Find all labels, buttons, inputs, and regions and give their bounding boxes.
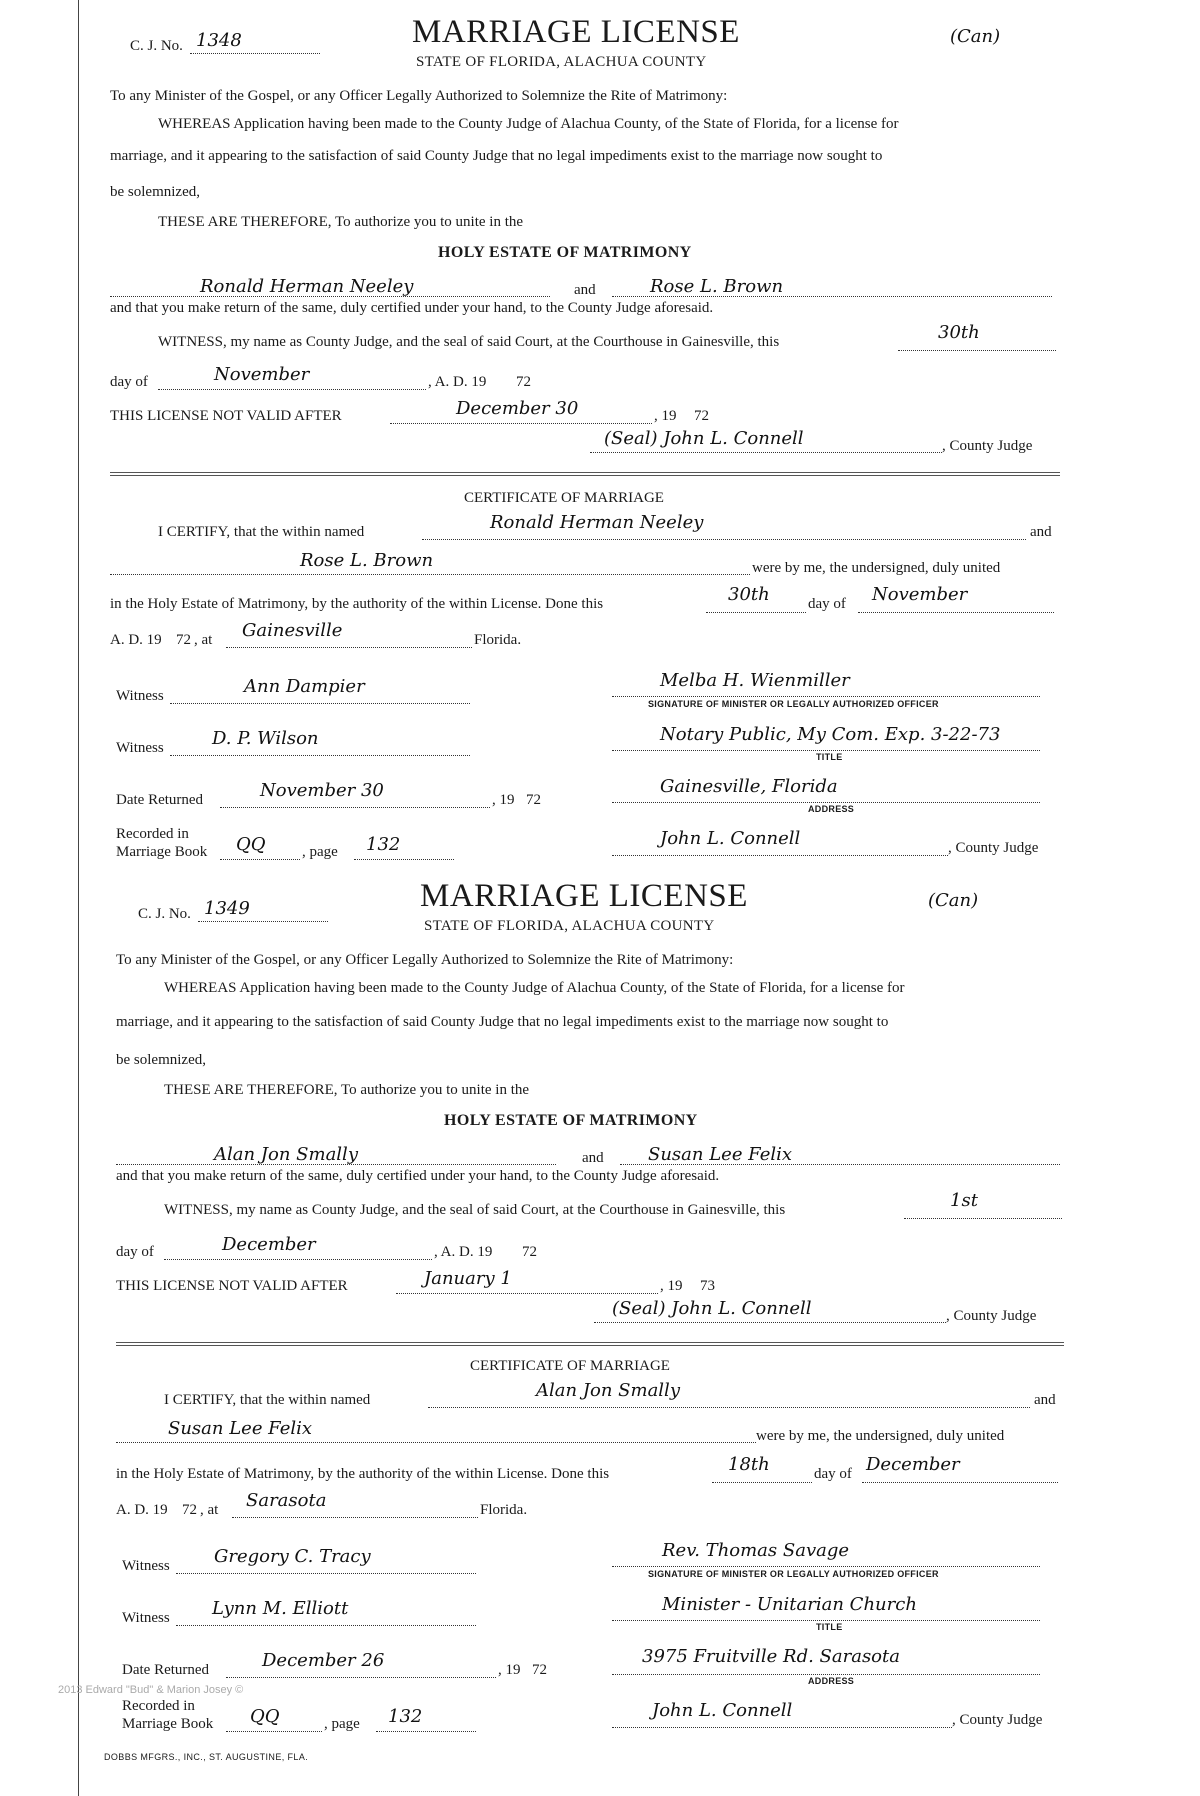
cj-label: C. J. No. [130,38,183,54]
returned-year-label: , 19 [492,792,515,808]
cert-certify: I CERTIFY, that the within named [164,1392,371,1408]
marriage-book: QQ [236,834,266,855]
cert-day-of: day of [814,1466,852,1482]
officer-signature: Melba H. Wienmiller [660,670,850,691]
officer-label: SIGNATURE OF MINISTER OR LEGALLY AUTHORIZED OFFICER [648,1569,939,1579]
witness-1-signature: Gregory C. Tracy [214,1546,371,1567]
expiry-date: January 1 [424,1268,512,1289]
recorded-in-label: Recorded in [116,826,189,842]
cert-and: and [1034,1392,1056,1408]
recorded-judge-signature: John L. Connell [660,828,801,849]
cert-day: 30th [728,584,770,605]
date-returned-label: Date Returned [122,1662,210,1678]
whereas-line-2: marriage, and it appearing to the satisfaction of said County Judge that no legal impediments exist to the marriage now sought to [110,148,883,164]
whereas-line-1: WHEREAS Application having been made to the County Judge of Alachua County, of the State of Florida, for a license for [164,980,905,996]
therefore-line: THESE ARE THEREFORE, To authorize you to unite in the [164,1082,530,1098]
witness-label-1: Witness [122,1558,170,1574]
judge-signature: (Seal) John L. Connell [612,1298,812,1319]
witness-text: WITNESS, my name as County Judge, and the seal of said Court, at the Courthouse in Gainesville, this [158,334,780,350]
officer-title: Notary Public, My Com. Exp. 3-22-73 [660,724,1001,745]
officer-address: 3975 Fruitville Rd. Sarasota [642,1646,900,1667]
cert-at: , at [200,1502,219,1518]
date-returned: December 26 [262,1650,385,1671]
ad-label: , A. D. 19 [434,1244,493,1260]
marriage-book: QQ [250,1706,280,1727]
cert-groom: Alan Jon Smally [536,1380,680,1401]
cert-at: , at [194,632,213,648]
recorded-in-label: Recorded in [122,1698,195,1714]
license-year: 72 [522,1244,537,1260]
bride-name: Susan Lee Felix [648,1144,793,1165]
license-day: 1st [950,1190,978,1211]
license-day: 30th [938,322,980,343]
cert-month: December [866,1454,960,1475]
expiry-year: 73 [700,1278,715,1294]
cert-month: November [872,584,968,605]
cert-bride: Rose L. Brown [300,550,434,571]
witness-label-2: Witness [122,1610,170,1626]
cert-day-of: day of [808,596,846,612]
cert-place: Gainesville [242,620,343,641]
marriage-book-label: Marriage Book [116,844,208,860]
license-month: November [214,364,310,385]
groom-name: Alan Jon Smally [214,1144,358,1165]
not-valid-label: THIS LICENSE NOT VALID AFTER [110,408,342,424]
cert-certify: I CERTIFY, that the within named [158,524,365,540]
returned-year: 72 [532,1662,547,1678]
cj-number: 1348 [196,30,242,51]
corner-note: (Can) [928,890,979,911]
county-judge-label: , County Judge [942,438,1033,454]
cert-authority: in the Holy Estate of Matrimony, by the authority of the within License. Done this [110,596,604,612]
witness-2-signature: Lynn M. Elliott [212,1598,349,1619]
license-title: MARRIAGE LICENSE [420,878,748,914]
recorded-judge-signature: John L. Connell [652,1700,793,1721]
date-returned: November 30 [260,780,384,801]
whereas-line-3: be solemnized, [116,1052,206,1068]
cj-label: C. J. No. [138,906,191,922]
cert-place: Sarasota [246,1490,327,1511]
and-label: and [582,1150,604,1166]
cert-ad: A. D. 19 [116,1502,168,1518]
license-subtitle: STATE OF FLORIDA, ALACHUA COUNTY [416,54,707,70]
address-line: To any Minister of the Gospel, or any Officer Legally Authorized to Solemnize the Rite of Matrimony: [110,88,728,104]
cert-day: 18th [728,1454,770,1475]
address-line: To any Minister of the Gospel, or any Officer Legally Authorized to Solemnize the Rite of Matrimony: [116,952,734,968]
license-title: MARRIAGE LICENSE [412,14,740,50]
cert-ad: A. D. 19 [110,632,162,648]
witness-1-signature: Ann Dampier [244,676,365,697]
cert-united: were by me, the undersigned, duly united [752,560,1001,576]
cert-and: and [1030,524,1052,540]
whereas-line-3: be solemnized, [110,184,200,200]
date-returned-label: Date Returned [116,792,204,808]
address-label: ADDRESS [808,1676,855,1686]
holy-estate-heading: HOLY ESTATE OF MATRIMONY [438,244,692,261]
recorded-judge-label: , County Judge [948,840,1039,856]
judge-signature: (Seal) John L. Connell [604,428,804,449]
expiry-date: December 30 [456,398,579,419]
page-label: , page [324,1716,360,1732]
returned-year: 72 [526,792,541,808]
cert-year: 72 [176,632,191,648]
and-label: and [574,282,596,298]
witness-label-1: Witness [116,688,164,704]
license-subtitle: STATE OF FLORIDA, ALACHUA COUNTY [424,918,715,934]
witness-text: WITNESS, my name as County Judge, and the seal of said Court, at the Courthouse in Gainesville, this [164,1202,786,1218]
expiry-year-label: , 19 [660,1278,683,1294]
section-divider [110,472,1060,476]
title-label: TITLE [816,1622,843,1632]
day-of-label: day of [116,1244,154,1260]
therefore-line: THESE ARE THEREFORE, To authorize you to unite in the [158,214,524,230]
cj-number: 1349 [204,898,250,919]
officer-title: Minister - Unitarian Church [662,1594,917,1615]
cert-authority: in the Holy Estate of Matrimony, by the authority of the within License. Done this [116,1466,610,1482]
certificate-title: CERTIFICATE OF MARRIAGE [464,490,664,506]
record-page: 132 [388,1706,423,1727]
copyright-watermark: 2013 Edward "Bud" & Marion Josey © [58,1684,244,1696]
whereas-line-2: marriage, and it appearing to the satisfaction of said County Judge that no legal impediments exist to the marriage now sought to [116,1014,889,1030]
title-label: TITLE [816,752,843,762]
return-line: and that you make return of the same, duly certified under your hand, to the County Judge aforesaid. [110,300,714,316]
whereas-line-1: WHEREAS Application having been made to the County Judge of Alachua County, of the State of Florida, for a license for [158,116,899,132]
license-month: December [222,1234,316,1255]
officer-label: SIGNATURE OF MINISTER OR LEGALLY AUTHORIZED OFFICER [648,699,939,709]
holy-estate-heading: HOLY ESTATE OF MATRIMONY [444,1112,698,1129]
cert-united: were by me, the undersigned, duly united [756,1428,1005,1444]
returned-year-label: , 19 [498,1662,521,1678]
officer-address: Gainesville, Florida [660,776,838,797]
officer-signature: Rev. Thomas Savage [662,1540,850,1561]
certificate-title: CERTIFICATE OF MARRIAGE [470,1358,670,1374]
license-year: 72 [516,374,531,390]
address-label: ADDRESS [808,804,855,814]
witness-2-signature: D. P. Wilson [212,728,319,749]
corner-note: (Can) [950,26,1001,47]
printer-imprint: DOBBS MFGRS., INC., ST. AUGUSTINE, FLA. [104,1752,309,1762]
cert-florida: Florida. [474,632,522,648]
cert-bride: Susan Lee Felix [168,1418,313,1439]
expiry-year-label: , 19 [654,408,677,424]
ad-label: , A. D. 19 [428,374,487,390]
groom-name: Ronald Herman Neeley [200,276,414,297]
cert-groom: Ronald Herman Neeley [490,512,704,533]
record-page: 132 [366,834,401,855]
recorded-judge-label: , County Judge [952,1712,1043,1728]
marriage-book-label: Marriage Book [122,1716,214,1732]
return-line: and that you make return of the same, duly certified under your hand, to the County Judge aforesaid. [116,1168,720,1184]
page-label: , page [302,844,338,860]
witness-label-2: Witness [116,740,164,756]
day-of-label: day of [110,374,148,390]
expiry-year: 72 [694,408,709,424]
not-valid-label: THIS LICENSE NOT VALID AFTER [116,1278,348,1294]
cert-florida: Florida. [480,1502,528,1518]
cert-year: 72 [182,1502,197,1518]
section-divider [116,1342,1064,1346]
bride-name: Rose L. Brown [650,276,784,297]
county-judge-label: , County Judge [946,1308,1037,1324]
